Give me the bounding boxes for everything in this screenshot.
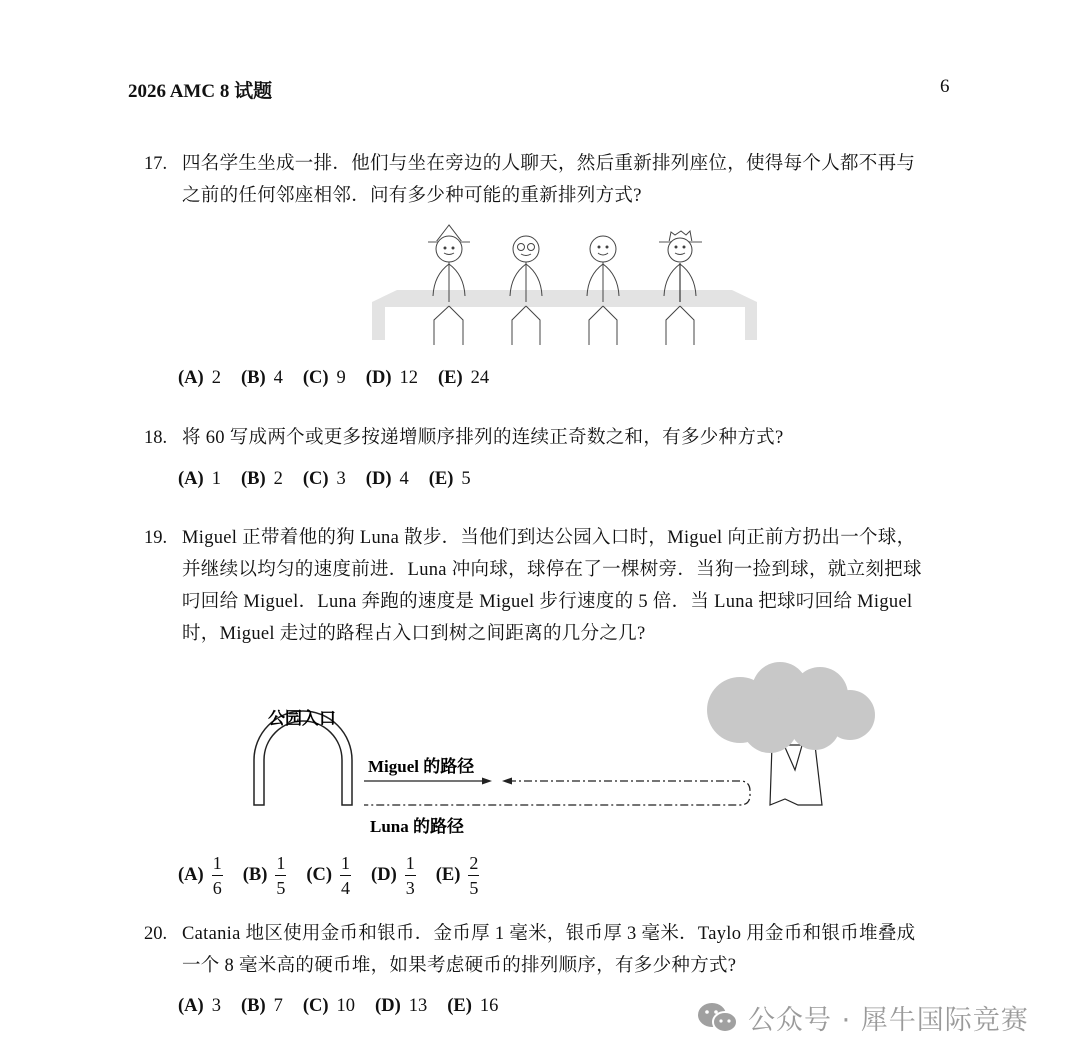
choice-a[interactable]: (A) 2	[178, 368, 221, 388]
fraction: $\frac{1}{5}$	[276, 853, 286, 898]
choice-d[interactable]: (D) $\frac{1}{3}$	[371, 853, 415, 898]
watermark	[696, 998, 1029, 1037]
answer-choices-20	[178, 996, 518, 1017]
fraction: $\frac{2}{5}$	[469, 853, 479, 898]
fraction: $\frac{1}{6}$	[212, 853, 222, 898]
choice-d[interactable]: (D) 12	[365, 368, 418, 388]
choice-d[interactable]: (D) 4	[365, 469, 409, 489]
question-text-line: Catania 地区使用金币和银币．金币厚 1 毫米，银币厚 3 毫米．Taylo 用金币和银币堆叠成	[182, 924, 916, 944]
choice-b[interactable]: (B) 4	[240, 368, 283, 388]
choice-b[interactable]: (B) $\frac{1}{5}$	[242, 853, 286, 898]
question-17	[144, 148, 964, 212]
fraction: $\frac{1}{4}$	[341, 853, 351, 898]
choice-e[interactable]: (E) $\frac{2}{5}$	[435, 853, 479, 898]
question-number: 19.	[144, 528, 168, 548]
question-19	[144, 522, 964, 650]
question-18	[144, 422, 964, 454]
answer-choices-19	[178, 854, 499, 897]
student-pointed-hat-icon	[428, 225, 470, 345]
question-number: 18.	[144, 428, 168, 448]
choice-c[interactable]: (C) 10	[302, 996, 356, 1016]
question-number: 17.	[144, 154, 168, 174]
wechat-icon	[696, 1001, 740, 1035]
choice-d[interactable]: (D) 13	[375, 996, 428, 1016]
students-bench-figure	[360, 220, 770, 355]
question-text-line: 并继续以均匀的速度前进．Luna 冲向球，球停在了一棵树旁．当狗一捡到球，就立刻把球	[182, 560, 922, 580]
question-text-line: 时，Miguel 走过的路程占入口到树之间距离的几分之几?	[182, 624, 646, 644]
answer-choices-17	[178, 368, 509, 389]
tree-icon	[707, 662, 875, 805]
miguel-path-label: Miguel 的路径	[368, 757, 475, 776]
choice-c[interactable]: (C) 3	[302, 469, 346, 489]
question-number: 20.	[144, 924, 168, 944]
question-text-line: 一个 8 毫米高的硬币堆，如果考虑硬币的排列顺序，有多少种方式?	[182, 956, 737, 976]
luna-path-label: Luna 的路径	[370, 817, 464, 836]
choice-e[interactable]: (E) 16	[447, 996, 499, 1016]
bench-shape	[372, 290, 757, 340]
question-text-line: Miguel 正带着他的狗 Luna 散步．当他们到达公园入口时，Miguel 向正前方扔出一个球，	[182, 528, 916, 548]
fraction: $\frac{1}{3}$	[405, 853, 415, 898]
answer-choices-18	[178, 469, 491, 490]
choice-b[interactable]: (B) 7	[240, 996, 283, 1016]
student-cowboy-hat-icon	[659, 231, 702, 345]
page-number: 6	[940, 76, 950, 97]
park-path-figure	[240, 660, 900, 850]
choice-a[interactable]: (A) $\frac{1}{6}$	[178, 853, 222, 898]
question-text-line: 将 60 写成两个或更多按递增顺序排列的连续正奇数之和，有多少种方式?	[182, 428, 784, 448]
page-header-title: 2026 AMC 8 试题	[128, 81, 273, 102]
luna-path-arrow	[364, 781, 750, 805]
choice-e[interactable]: (E) 5	[428, 469, 471, 489]
choice-b[interactable]: (B) 2	[240, 469, 283, 489]
question-text-line: 之前的任何邻座相邻．问有多少种可能的重新排列方式?	[182, 186, 642, 206]
question-20	[144, 918, 964, 982]
choice-a[interactable]: (A) 1	[178, 469, 221, 489]
choice-a[interactable]: (A) 3	[178, 996, 221, 1016]
question-text-line: 叼回给 Miguel．Luna 奔跑的速度是 Miguel 步行速度的 5 倍．当 Luna 把球叼回给 Miguel	[182, 592, 913, 612]
watermark-text: 公众号 · 犀牛国际竞赛	[748, 1005, 1029, 1036]
choice-e[interactable]: (E) 24	[437, 368, 490, 388]
entrance-label: 公园入口	[268, 709, 336, 728]
choice-c[interactable]: (C) 9	[302, 368, 346, 388]
question-text-line: 四名学生坐成一排．他们与坐在旁边的人聊天，然后重新排列座位，使得每个人都不再与	[182, 154, 916, 174]
choice-c[interactable]: (C) $\frac{1}{4}$	[306, 853, 351, 898]
